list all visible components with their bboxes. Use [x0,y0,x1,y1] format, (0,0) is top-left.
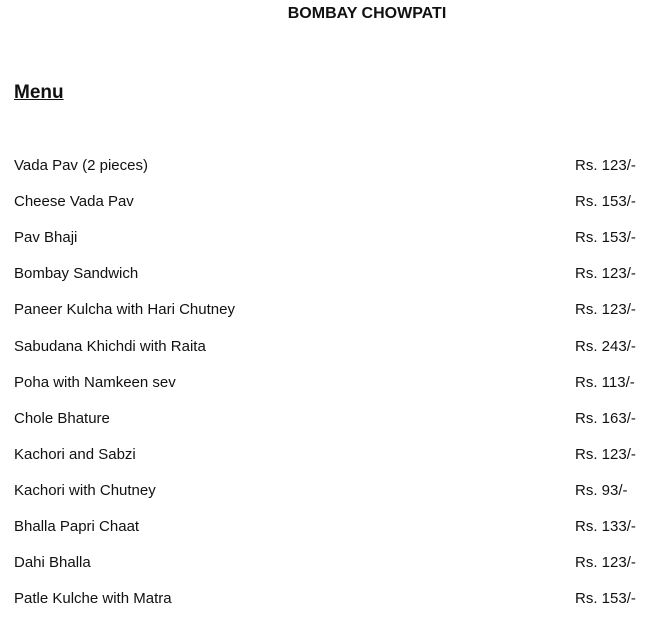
menu-item-price: Rs. 153/- [575,229,636,247]
menu-item-name: Pav Bhaji [14,229,78,247]
menu-item-price: Rs. 123/- [575,445,636,463]
menu-item [14,193,639,213]
menu-item-name: Kachori and Sabzi [14,445,136,463]
menu-item-name: Vada Pav (2 pieces) [14,157,148,174]
menu-item-price: Rs. 153/- [575,590,636,608]
menu-item-price: Rs. 243/- [575,337,636,355]
menu-item [14,157,639,177]
menu-item-price: Rs. 163/- [575,409,636,427]
restaurant-title: BOMBAY CHOWPATI [287,5,447,22]
menu-item-price: Rs. 93/- [575,481,628,499]
menu-item [14,446,639,466]
menu-item [14,590,639,610]
menu-item-price: Rs. 123/- [575,265,636,283]
menu-item-price: Rs. 153/- [575,193,636,211]
menu-item [14,518,639,538]
menu-item-price: Rs. 113/- [575,373,635,391]
menu-item [14,410,639,430]
menu-item-name: Sabudana Khichdi with Raita [14,337,206,355]
menu-item-name: Patle Kulche with Matra [14,590,172,608]
menu-heading: Menu [14,82,64,103]
menu-item [14,265,639,285]
menu-item-name: Poha with Namkeen sev [14,373,176,391]
menu-item-name: Bombay Sandwich [14,265,139,283]
menu-item-name: Cheese Vada Pav [14,193,134,211]
menu-item-price: Rs. 133/- [575,518,636,535]
menu-item-name: Paneer Kulcha with Hari Chutney [14,301,235,319]
menu-item-price: Rs. 123/- [575,301,636,319]
menu-item-name: Chole Bhature [14,409,110,427]
menu-item [14,374,639,394]
menu-item [14,338,639,358]
menu-item-name: Kachori with Chutney [14,481,156,499]
menu-item-price: Rs. 123/- [575,157,636,174]
menu-item [14,301,639,321]
menu-item [14,229,639,249]
menu-item-name: Dahi Bhalla [14,554,91,572]
menu-item-price: Rs. 123/- [575,554,636,572]
menu-item-name: Bhalla Papri Chaat [14,518,140,535]
menu-item [14,482,639,502]
menu-item [14,554,639,574]
